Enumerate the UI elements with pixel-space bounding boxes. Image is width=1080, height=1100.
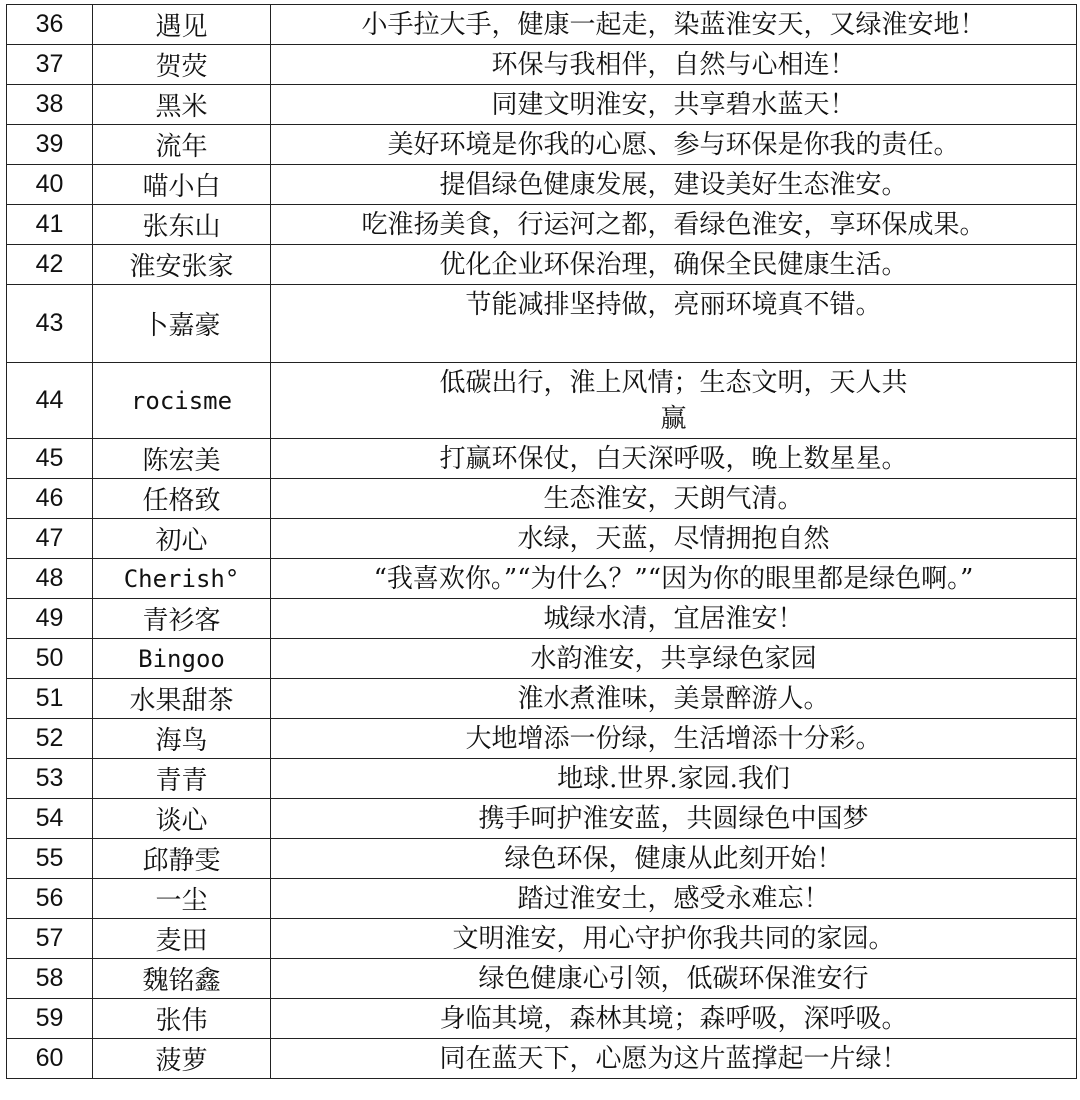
slogan-text: 环保与我相伴，自然与心相连！ (271, 45, 1077, 85)
participant-name: rocisme (93, 363, 271, 439)
table-row (7, 245, 1077, 285)
table-row (7, 559, 1077, 599)
table-row (7, 839, 1077, 879)
table-row (7, 599, 1077, 639)
slogan-text: 绿色环保，健康从此刻开始！ (271, 839, 1077, 879)
slogan-text: 生态淮安，天朗气清。 (271, 479, 1077, 519)
table-row (7, 85, 1077, 125)
participant-name: 麦田 (93, 919, 271, 959)
slogan-text: 踏过淮安土，感受永难忘！ (271, 879, 1077, 919)
table-row (7, 519, 1077, 559)
participant-name: Cherish° (93, 559, 271, 599)
row-number: 60 (7, 1039, 93, 1079)
slogan-text: 携手呵护淮安蓝，共圆绿色中国梦 (271, 799, 1077, 839)
slogan-text: 淮水煮淮味，美景醉游人。 (271, 679, 1077, 719)
row-number: 55 (7, 839, 93, 879)
table-row (7, 959, 1077, 999)
slogan-text: 提倡绿色健康发展，建设美好生态淮安。 (271, 165, 1077, 205)
row-number: 49 (7, 599, 93, 639)
participant-name: 喵小白 (93, 165, 271, 205)
table-row (7, 879, 1077, 919)
table-row (7, 1039, 1077, 1079)
row-number: 47 (7, 519, 93, 559)
row-number: 43 (7, 285, 93, 363)
table-row (7, 285, 1077, 363)
row-number: 57 (7, 919, 93, 959)
table-row (7, 999, 1077, 1039)
table-row (7, 45, 1077, 85)
participant-name: 魏铭鑫 (93, 959, 271, 999)
participant-name: 任格致 (93, 479, 271, 519)
table-row (7, 5, 1077, 45)
table-row (7, 125, 1077, 165)
row-number: 39 (7, 125, 93, 165)
participant-name: 海鸟 (93, 719, 271, 759)
row-number: 50 (7, 639, 93, 679)
slogan-text: “我喜欢你。”“为什么？”“因为你的眼里都是绿色啊。” (271, 559, 1077, 599)
table-row (7, 799, 1077, 839)
slogan-text: 美好环境是你我的心愿、参与环保是你我的责任。 (271, 125, 1077, 165)
table-row (7, 439, 1077, 479)
participant-name: 遇见 (93, 5, 271, 45)
participant-name: 菠萝 (93, 1039, 271, 1079)
row-number: 46 (7, 479, 93, 519)
table-row (7, 165, 1077, 205)
participant-name: 一尘 (93, 879, 271, 919)
table-row (7, 919, 1077, 959)
table-row (7, 719, 1077, 759)
row-number: 56 (7, 879, 93, 919)
participant-name: 青衫客 (93, 599, 271, 639)
row-number: 45 (7, 439, 93, 479)
row-number: 36 (7, 5, 93, 45)
table-row (7, 205, 1077, 245)
participant-name: 初心 (93, 519, 271, 559)
slogan-text-wrapped: 低碳出行，淮上风情；生态文明，天人共赢 (439, 367, 908, 434)
participant-name: 张伟 (93, 999, 271, 1039)
table-row (7, 679, 1077, 719)
slogan-text: 同建文明淮安，共享碧水蓝天！ (271, 85, 1077, 125)
participant-name: 青青 (93, 759, 271, 799)
slogan-text (271, 363, 1077, 439)
slogan-text: 水绿，天蓝，尽情拥抱自然 (271, 519, 1077, 559)
participant-name: 陈宏美 (93, 439, 271, 479)
participant-name: 谈心 (93, 799, 271, 839)
slogan-text: 打赢环保仗，白天深呼吸，晚上数星星。 (271, 439, 1077, 479)
participant-name: 张东山 (93, 205, 271, 245)
participant-name: 淮安张家 (93, 245, 271, 285)
slogan-text: 优化企业环保治理，确保全民健康生活。 (271, 245, 1077, 285)
slogan-text: 身临其境，森林其境；森呼吸，深呼吸。 (271, 999, 1077, 1039)
participant-name: 邱静雯 (93, 839, 271, 879)
row-number: 48 (7, 559, 93, 599)
slogan-table (6, 4, 1077, 1079)
participant-name: 水果甜茶 (93, 679, 271, 719)
row-number: 44 (7, 363, 93, 439)
slogan-text: 城绿水清，宜居淮安！ (271, 599, 1077, 639)
row-number: 58 (7, 959, 93, 999)
table-row (7, 639, 1077, 679)
slogan-text: 文明淮安，用心守护你我共同的家园。 (271, 919, 1077, 959)
row-number: 37 (7, 45, 93, 85)
row-number: 42 (7, 245, 93, 285)
participant-name: Bingoo (93, 639, 271, 679)
slogan-text: 水韵淮安，共享绿色家园 (271, 639, 1077, 679)
slogan-text: 吃淮扬美食，行运河之都，看绿色淮安，享环保成果。 (271, 205, 1077, 245)
table-row (7, 363, 1077, 439)
slogan-text: 绿色健康心引领，低碳环保淮安行 (271, 959, 1077, 999)
participant-name: 卜嘉豪 (93, 285, 271, 363)
participant-name: 黑米 (93, 85, 271, 125)
row-number: 51 (7, 679, 93, 719)
slogan-text: 小手拉大手，健康一起走，染蓝淮安天，又绿淮安地！ (271, 5, 1077, 45)
row-number: 54 (7, 799, 93, 839)
slogan-text: 地球.世界.家园.我们 (271, 759, 1077, 799)
table-row (7, 479, 1077, 519)
row-number: 59 (7, 999, 93, 1039)
row-number: 40 (7, 165, 93, 205)
participant-name: 流年 (93, 125, 271, 165)
participant-name: 贺荧 (93, 45, 271, 85)
row-number: 53 (7, 759, 93, 799)
row-number: 52 (7, 719, 93, 759)
row-number: 41 (7, 205, 93, 245)
slogan-text: 同在蓝天下，心愿为这片蓝撑起一片绿！ (271, 1039, 1077, 1079)
table-row (7, 759, 1077, 799)
slogan-text: 节能减排坚持做，亮丽环境真不错。 (271, 285, 1077, 363)
row-number: 38 (7, 85, 93, 125)
slogan-text: 大地增添一份绿，生活增添十分彩。 (271, 719, 1077, 759)
